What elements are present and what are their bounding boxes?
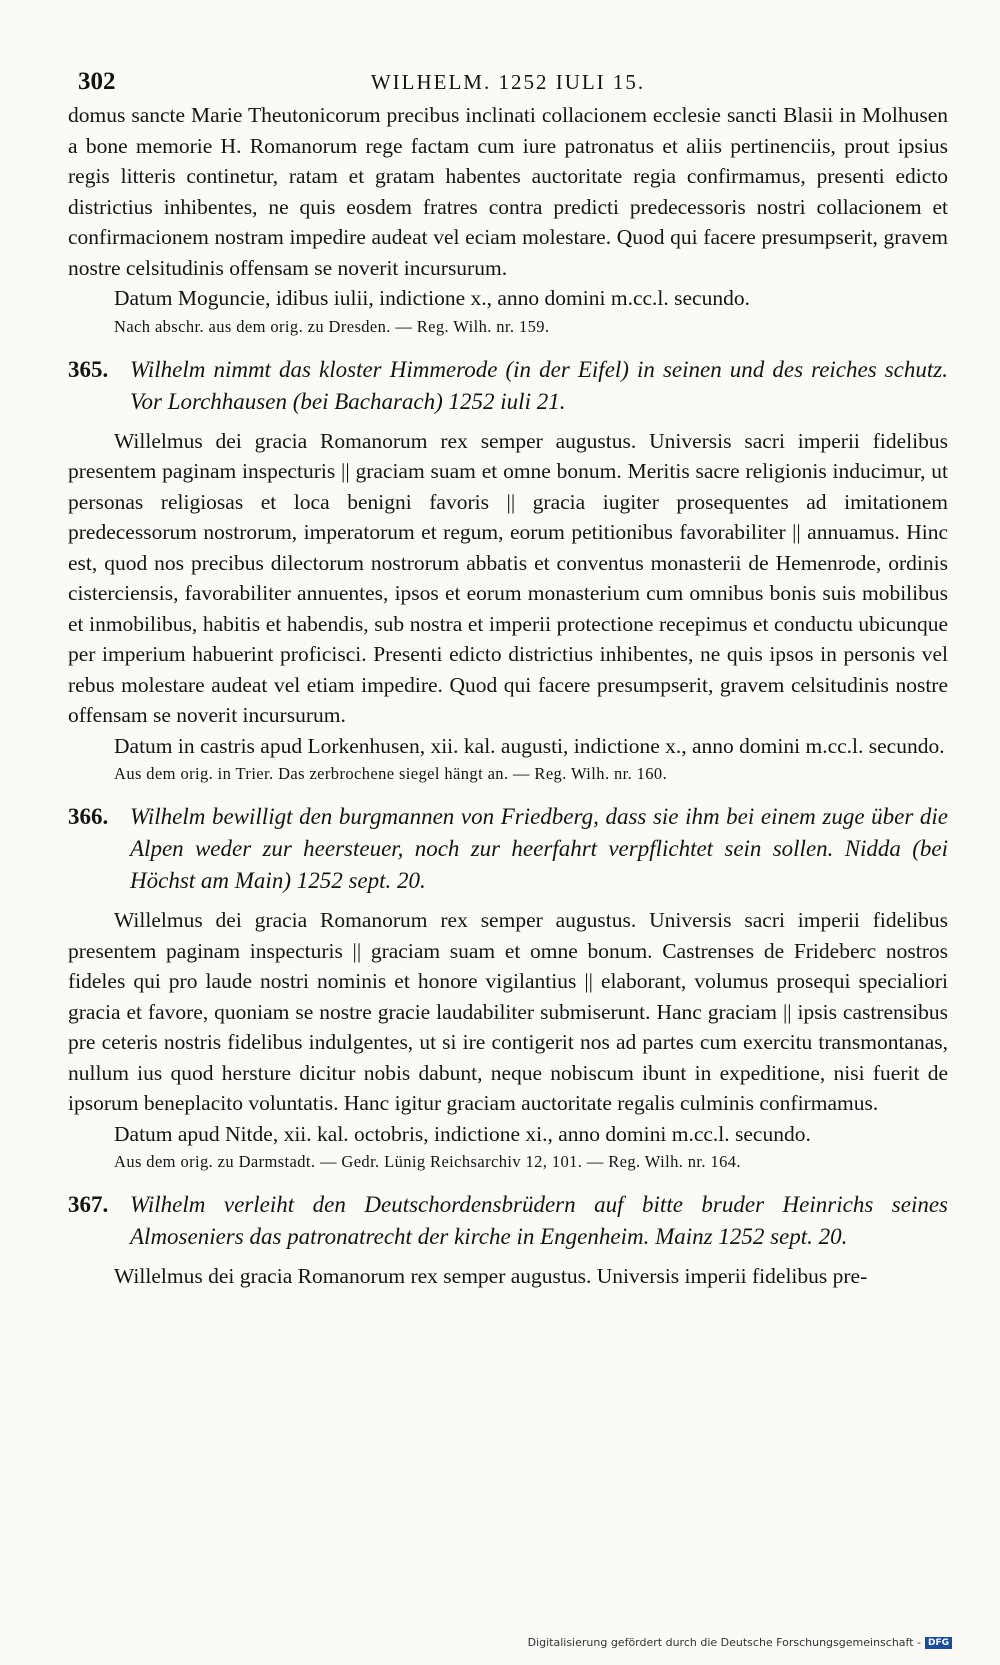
- entry-dating: Datum in castris apud Lorkenhusen, xii. kal. augusti, indictione x., anno domini m.cc.l. secundo.: [114, 733, 945, 758]
- credit-text: Digitalisierung gefördert durch die Deutsche Forschungsgemeinschaft -: [527, 1636, 921, 1649]
- entry-number: 367.: [68, 1192, 109, 1217]
- entry-heading: [68, 1189, 948, 1253]
- dfg-logo: DFG: [925, 1637, 952, 1649]
- page-number: 302: [78, 68, 116, 95]
- entry-heading-text: Wilhelm nimmt das kloster Himmerode (in der Eifel) in seinen und des reiches schutz. Vor Lorchhausen (bei Bacharach) 1252 iuli 21.: [130, 356, 948, 414]
- entry-367: [68, 1189, 948, 1292]
- entry-source: Aus dem orig. zu Darmstadt. — Gedr. Lünig Reichsarchiv 12, 101. — Reg. Wilh. nr. 164.: [114, 1152, 741, 1171]
- entry-number: 365.: [68, 356, 109, 382]
- continuation-text: domus sancte Marie Theutonicorum precibus inclinati collacionem ecclesie sancti Blasii in Molhusen a bone memorie H. Romanorum rege factam cum iure patronatus et aliis pertinenciis, prout ipsius regis litteris continetur, ratam et gratam habentes auctoritate regia confirmamus, presenti edicto districtius inhibentes, ne quis eosdem fratres contra predicti predecessoris nostri collacionem et confirmacionem nostram impedire audeat vel eciam molestare. Quod qui facere presumpserit, gravem nostre celsitudinis offensam se noverit incursurum.: [68, 103, 948, 280]
- entry-text: Willelmus dei gracia Romanorum rex semper augustus. Universis sacri imperii fidelibus presentem paginam inspecturis || graciam suam et omne bonum. Meritis sacre religionis inducimur, ut personas religiosas et loca benigni favoris || gracia iugiter prosequentes ad imitationem predecessorum nostrorum, imperatorum et regum, eorum petitionibus favorabiliter || annuamus. Hinc est, quod nos precibus dilectorum nostrorum abbatis et conventus monasterii de Hemenrode, ordinis cisterciensis, favorabiliter annuentes, ipsos et eorum monasterium cum omnibus bonis suis mobilibus et inmobilibus, habitis et habendis, sub nostra et imperii protectione recepimus et conductu ubicunque per imperium habuerint proficisci. Presenti edicto districtius inhibentes, ne quis ipsos in personis vel rebus molestare audeat vel etiam impedire. Quod qui facere presumpserit, gravem celsitudinis nostre offensam se noverit incursurum.: [68, 428, 948, 727]
- entry-365: [68, 354, 948, 788]
- page-header: [68, 60, 948, 100]
- document-page: [68, 60, 948, 1292]
- entry-source: Aus dem orig. in Trier. Das zerbrochene siegel hängt an. — Reg. Wilh. nr. 160.: [114, 764, 668, 783]
- entry-heading: [68, 801, 948, 897]
- entry-366: [68, 801, 948, 1175]
- entry-heading-text: Wilhelm bewilligt den burgmannen von Friedberg, dass sie ihm bei einem zuge über die Alpen weder zur heersteuer, noch zur heerfahrt verpflichtet sein sollen. Nidda (bei Höchst am Main) 1252 sept. 20.: [130, 804, 948, 893]
- entry-dating: Datum apud Nitde, xii. kal. octobris, indictione xi., anno domini m.cc.l. secundo.: [114, 1121, 811, 1146]
- entry-heading-text: Wilhelm verleiht den Deutschordensbrüdern auf bitte bruder Heinrichs seines Almoseniers das patronatrecht der kirche in Engenheim. Mainz 1252 sept. 20.: [130, 1192, 948, 1249]
- entry-continuation: [68, 100, 948, 340]
- entry-number: 366.: [68, 804, 109, 829]
- digitization-credit: [528, 1636, 952, 1649]
- continuation-source: Nach abschr. aus dem orig. zu Dresden. — Reg. Wilh. nr. 159.: [114, 316, 550, 336]
- entry-heading: [68, 354, 948, 418]
- continuation-dating: Datum Moguncie, idibus iulii, indictione x., anno domini m.cc.l. secundo.: [114, 286, 750, 310]
- entry-text: Willelmus dei gracia Romanorum rex semper augustus. Universis sacri imperii fidelibus presentem paginam inspecturis || graciam suam et omne bonum. Castrenses de Frideberc nostros fideles qui pro laude nostri nominis et honore vigilantius || elaborant, volumus prosequi specialiori gracia et favore, quoniam se nostre gracie laudabiliter submiserunt. Hanc graciam || ipsis castrensibus pre ceteris nostris fidelibus indulgentes, ut si ire contigerit nos ad partes cum exercitu transmontanas, nullum ius quod hersture dicitur nobis dabunt, neque nobiscum ibunt in expeditione, nisi fuerit de ipsorum beneplacito voluntatis. Hanc igitur graciam auctoritate regalis culminis confirmamus.: [68, 908, 948, 1115]
- entry-text: Willelmus dei gracia Romanorum rex semper augustus. Universis imperii fidelibus pre-: [114, 1264, 868, 1288]
- running-head: WILHELM. 1252 IULI 15.: [370, 70, 646, 94]
